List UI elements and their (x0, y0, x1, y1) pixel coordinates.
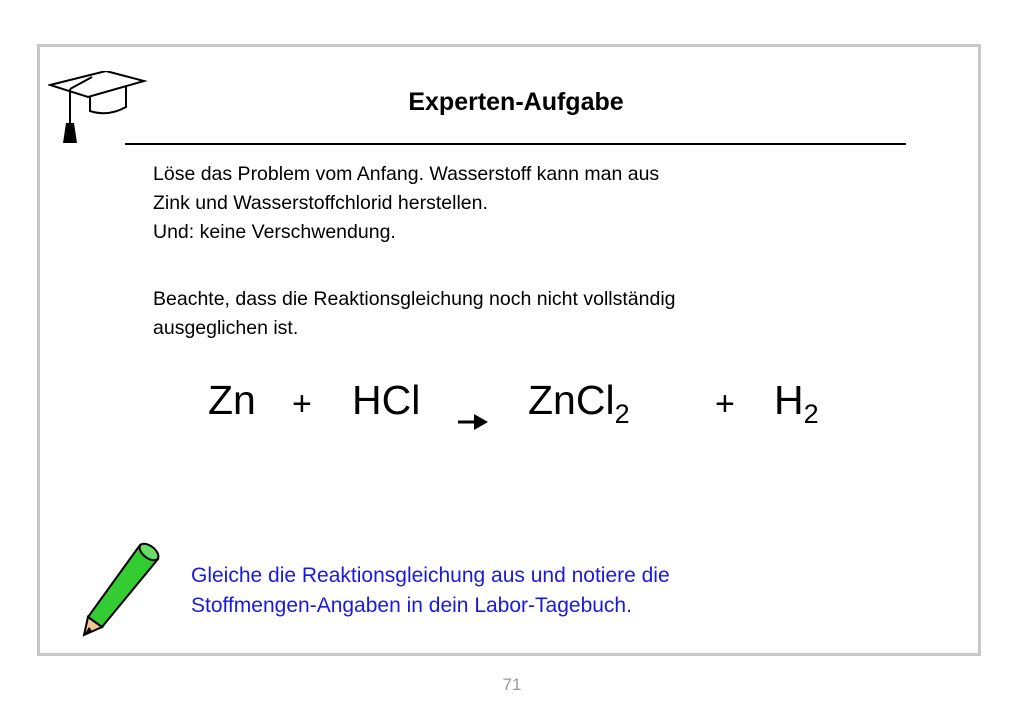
product-h2-subscript: 2 (803, 399, 819, 429)
product-h2-base: H (774, 377, 804, 423)
plus-sign: + (715, 385, 735, 423)
page-title: Experten-Aufgabe (408, 88, 624, 116)
note-text: Beachte, dass die Reaktionsgleichung noch nicht vollständig ausgeglichen ist. (153, 288, 676, 339)
reaction-arrow-icon (458, 395, 490, 442)
page-number: 71 (502, 675, 522, 694)
product-h2 (774, 377, 819, 430)
reaction-equation (208, 377, 848, 437)
reactant-hcl: HCl (352, 377, 421, 423)
intro-text: Löse das Problem vom Anfang. Wasserstoff kann man aus Zink und Wasserstoffchlorid herstellen. Und: keine Verschwendung. (153, 163, 660, 243)
plus-sign: + (292, 385, 312, 423)
task-text: Gleiche die Reaktionsgleichung aus und notiere die Stoffmengen-Angaben in dein Labor-Tagebuch. (191, 564, 670, 617)
product-zncl2-subscript: 2 (614, 399, 630, 429)
title-divider (125, 143, 906, 145)
pencil-icon (80, 539, 170, 639)
reactant-zn: Zn (208, 377, 256, 423)
slide-frame (37, 44, 981, 656)
product-zncl2-base: ZnCl (528, 377, 615, 423)
product-zncl2 (528, 377, 630, 430)
